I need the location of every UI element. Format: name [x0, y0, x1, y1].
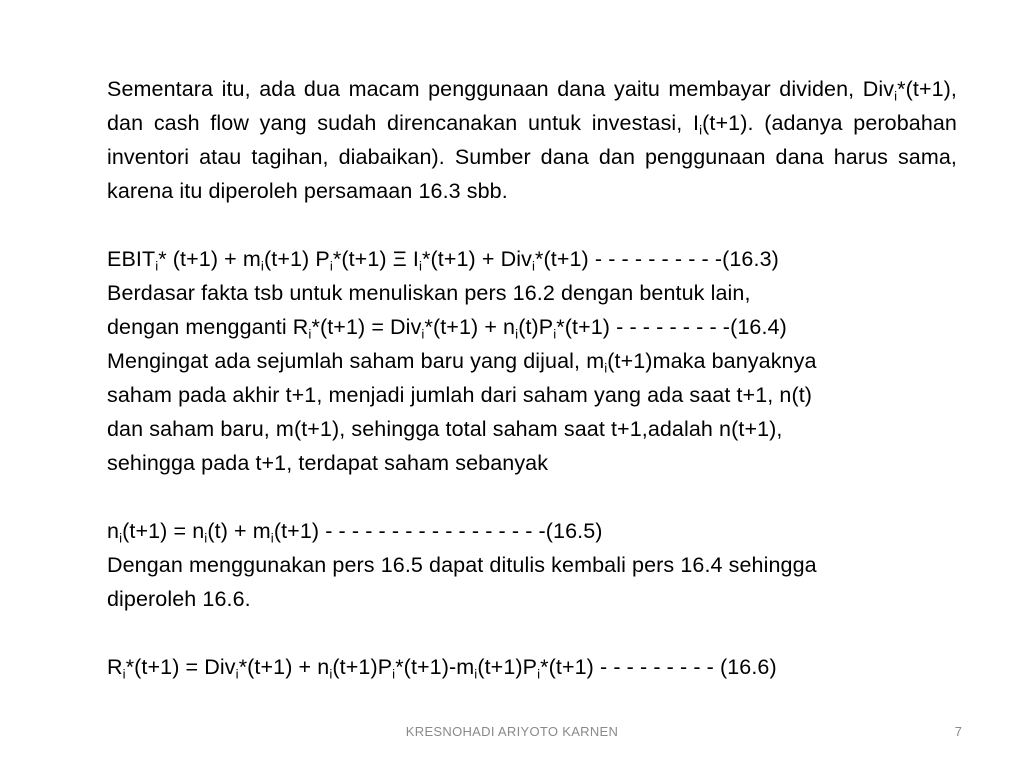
text-line: diperoleh 16.6.: [107, 587, 251, 611]
eq-text: R: [107, 655, 123, 679]
eq-subscript: i: [553, 326, 557, 342]
equation-16-6: [107, 650, 957, 684]
eq-text: (t+1)maka banyaknya: [607, 349, 817, 373]
eq-subscript: i: [537, 666, 541, 682]
spacer: [107, 208, 957, 242]
intro-text-2: *(t+1), dan cash flow yang sudah direncanakan untuk investasi, I: [107, 77, 957, 135]
text-line: sehingga pada t+1, terdapat saham sebanyak: [107, 451, 549, 475]
eq-text: *(t+1) - - - - - - - - - -(16.3): [535, 247, 779, 271]
equation-16-5: [107, 514, 957, 548]
eq-subscript: i: [119, 530, 123, 546]
eq-text: *(t+1) + n: [238, 655, 330, 679]
eq-text: *(t+1) - - - - - - - - -(16.4): [556, 315, 787, 339]
eq-text: (t+1)P: [332, 655, 393, 679]
eq-subscript: i: [155, 258, 159, 274]
eq-subscript: i: [604, 360, 608, 376]
eq-subscript: i: [204, 530, 208, 546]
eq-subscript: i: [531, 258, 536, 274]
eq-text: *(t+1) = Div: [125, 655, 236, 679]
eq-subscript: i: [421, 326, 425, 342]
eq-subscript: i: [270, 530, 274, 546]
intro-text-1: Sementara itu, ada dua macam penggunaan dana yaitu membayar dividen, Div: [107, 77, 895, 101]
eq-subscript: i: [329, 666, 333, 682]
spacer: [107, 616, 957, 650]
eq-subscript: i: [418, 258, 423, 274]
eq-text: (t)P: [518, 315, 554, 339]
eq-subscript: i: [474, 666, 478, 682]
eq-text: Mengingat ada sejumlah saham baru yang dijual, m: [107, 349, 605, 373]
eq-text: (t+1) - - - - - - - - - - - - - - - - -(16.5): [273, 519, 603, 543]
text-line: saham pada akhir t+1, menjadi jumlah dari saham yang ada saat t+1, n(t): [107, 383, 813, 407]
eq-text: (t+1) = n: [122, 519, 205, 543]
footer-author: KRESNOHADI ARIYOTO KARNEN: [405, 724, 619, 739]
eq-subscript: i: [392, 666, 396, 682]
intro-paragraph: [107, 72, 957, 208]
text-line: [107, 344, 957, 378]
eq-subscript: i: [308, 326, 312, 342]
eq-text: *(t+1) - - - - - - - - - (16.6): [540, 655, 777, 679]
eq-subscript: i: [122, 666, 126, 682]
eq-subscript: i: [235, 666, 239, 682]
text-line: Dengan menggunakan pers 16.5 dapat ditulis kembali pers 16.4 sehingga: [107, 553, 817, 577]
eq-subscript: i: [329, 258, 333, 274]
intro-subscript-2: i: [699, 122, 703, 138]
text-line: Berdasar fakta tsb untuk menuliskan pers 16.2 dengan bentuk lain,: [107, 281, 751, 305]
equation-16-4: [107, 310, 957, 344]
intro-subscript-1: i: [894, 88, 898, 104]
page-number: 7: [954, 724, 962, 739]
eq-subscript: i: [260, 258, 264, 274]
intro-text-3: (t+1). (adanya perobahan inventori atau tagihan, diabaikan). Sumber dana dan penggunaan dana harus sama, karena itu diperoleh persamaan 16.3 sbb.: [107, 111, 957, 203]
eq-text: *(t+1)-m: [395, 655, 475, 679]
text-line: dan saham baru, m(t+1), sehingga total saham saat t+1,adalah n(t+1),: [107, 417, 783, 441]
slide-body: [107, 72, 957, 684]
eq-text: (t) + m: [207, 519, 271, 543]
eq-text: (t+1) P: [263, 247, 330, 271]
eq-text: *(t+1) = Div: [311, 315, 422, 339]
spacer: [107, 480, 957, 514]
eq-text: * (t+1) + m: [158, 247, 261, 271]
eq-text: (t+1)P: [477, 655, 538, 679]
eq-text: *(t+1) + n: [424, 315, 516, 339]
eq-text: *(t+1) + Div: [422, 247, 532, 271]
eq-text: dengan mengganti R: [107, 315, 309, 339]
eq-text: *(t+1) Ξ I: [332, 247, 419, 271]
equation-16-3: [107, 242, 957, 276]
eq-text: n: [107, 519, 120, 543]
eq-subscript: i: [515, 326, 519, 342]
eq-text: EBIT: [107, 247, 156, 271]
